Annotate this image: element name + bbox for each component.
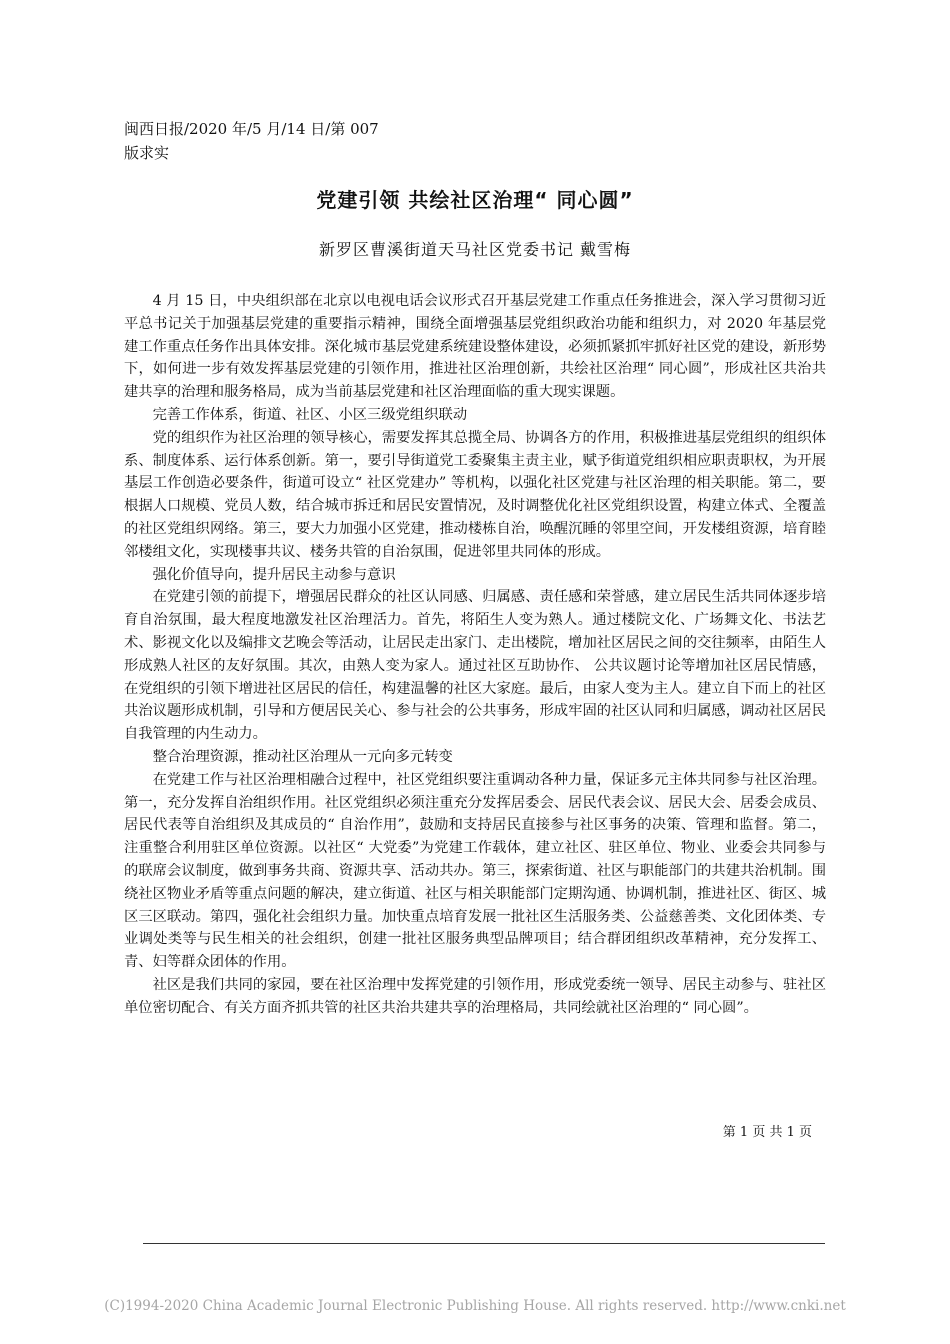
paragraph-intro: 4 月 15 日，中央组织部在北京以电视电话会议形式召开基层党建工作重点任务推进会，深入学习贯彻习近平总书记关于加强基层党建的重要指示精神，围绕全面增强基层党组织政治功能和组织力，对 2020 年基层党建工作重点任务作出具体安排。深化城市基层党建系统建设整体建设，必须抓紧抓牢抓好社区党的建设，新形势下，如何进一步有效发挥基层党建的引领作用，推进社区治理创新，共绘社区治理“ 同心圆”，形成社区共治共建共享的治理和服务格局，成为当前基层党建和社区治理面临的重大现实课题。 [124, 293, 826, 401]
source-column: 版求实 [124, 144, 170, 162]
footer-divider [143, 1243, 825, 1244]
paragraph: 在党建工作与社区治理相融合过程中，社区党组织要注重调动各种力量，保证多元主体共同参与社区治理。第一，充分发挥自治组织作用。社区党组织必须注重充分发挥居委会、居民代表会议、居民大会、居委会成员、居民代表等自治组织及其成员的“ 自治作用”，鼓励和支持居民直接参与社区事务的决策、管理和监督。第二，注重整合利用驻区单位资源。以社区“ 大党委”为党建工作载体，建立社区、驻区单位、物业、业委会共同参与的联席会议制度，做到事务共商、资源共享、活动共办。第三，探索街道、社区与职能部门的共建共治机制。围绕社区物业矛盾等重点问题的解决，建立街道、社区与相关职能部门定期沟通、协调机制，推进社区、街区、城区三区联动。第四，强化社会组织力量。加快重点培育发展一批社区生活服务类、公益慈善类、文化团体类、专业调处类等与民生相关的社会组织，创建一批社区服务典型品牌项目；结合群团组织改革精神，充分发挥工、青、妇等群众团体的作用。 [124, 771, 826, 971]
article-title: 党建引领 共绘社区治理“ 同心圆” [316, 188, 634, 212]
copyright-notice: (C)1994-2020 China Academic Journal Electronic Publishing House. All rights reserved. http://www.cnki.net [104, 1298, 846, 1314]
article-author: 新罗区曹溪街道天马社区党委书记 戴雪梅 [318, 240, 632, 259]
paragraph: 在党建引领的前提下，增强居民群众的社区认同感、归属感、责任感和荣誉感，建立居民生活共同体逐步培育自治氛围，最大程度地激发社区治理活力。首先，将陌生人变为熟人。通过楼院文化、广场舞文化、书法艺术、影视文化以及编排文艺晚会等活动，让居民走出家门、走出楼院，增加社区居民之间的交往频率，由陌生人形成熟人社区的友好氛围。其次，由熟人变为家人。通过社区互助协作、 公共议题讨论等增加社区居民情感， 在党组织的引领下增进社区居民的信任，构建温馨的社区大家庭。最后，由家人变为主人。建立自下而上的社区共治议题形成机制，引导和方便居民关心、参与社会的公共事务，形成牢固的社区认同和归属感，调动社区居民自我管理的内生动力。 [124, 589, 826, 743]
source-line: 闽西日报/2020 年/5 月/14 日/第 007 [124, 120, 379, 138]
paragraph-conclusion: 社区是我们共同的家园，要在社区治理中发挥党建的引领作用，形成党委统一领导、居民主动参与、驻社区单位密切配合、有关方面齐抓共管的社区共治共建共享的治理格局，共同绘就社区治理的“ 同心圆”。 [124, 976, 826, 1016]
section-heading: 整合治理资源，推动社区治理从一元向多元转变 [152, 748, 453, 765]
article-body [124, 290, 826, 1020]
source-info [124, 117, 379, 165]
page-number: 第 1 页 共 1 页 [722, 1125, 812, 1140]
section-heading: 强化价值导向，提升居民主动参与意识 [152, 566, 396, 583]
paragraph: 党的组织作为社区治理的领导核心，需要发挥其总揽全局、协调各方的作用，积极推进基层党组织的组织体系、制度体系、运行体系创新。第一，要引导街道党工委聚集主责主业，赋予街道党组织相应职责职权，为开展基层工作创造必要条件，街道可设立“ 社区党建办” 等机构，以强化社区党建与社区治理的相关职能。第二，要根据人口规模、党员人数，结合城市拆迁和居民安置情况，及时调整优化社区党组织设置，构建立体式、全覆盖的社区党组织网络。第三，要大力加强小区党建，推动楼栋自治，唤醒沉睡的邻里空间，开发楼组资源，培育睦邻楼组文化，实现楼事共议、楼务共管的自治氛围，促进邻里共同体的形成。 [124, 429, 826, 560]
section-heading: 完善工作体系，街道、社区、小区三级党组织联动 [152, 406, 468, 423]
